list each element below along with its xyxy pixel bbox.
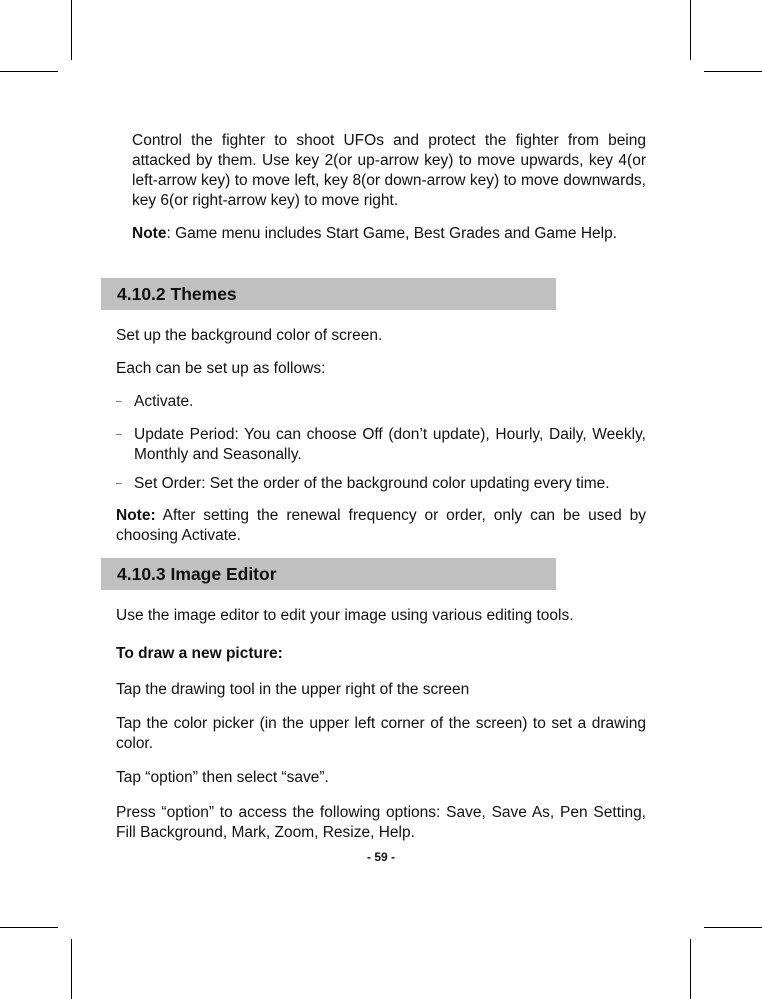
intro-paragraph: Control the fighter to shoot UFOs and protect the fighter from being attacked by them. Use key 2(or up-arrow key) to move upwards, key 4(or left-arrow key) to move left, key 8(or down-arrow key) to move downwards, key 6(or right-arrow key) to move right. xyxy=(132,132,646,209)
image-editor-step: Tap the drawing tool in the upper right of the screen xyxy=(116,681,470,698)
intro-note xyxy=(132,224,646,244)
image-editor-subheading: To draw a new picture: xyxy=(116,645,283,662)
themes-setup: Each can be set up as follows: xyxy=(116,360,326,377)
crop-mark-bottom-right-horizontal xyxy=(704,927,762,928)
section-heading-image-editor: 4.10.3 Image Editor xyxy=(101,558,556,590)
themes-intro: Set up the background color of screen. xyxy=(116,327,383,344)
image-editor-step: Tap the color picker (in the upper left corner of the screen) to set a drawing color. xyxy=(116,715,646,752)
themes-note xyxy=(116,506,646,546)
note-label: Note xyxy=(132,225,167,242)
crop-mark-bottom-left-horizontal xyxy=(0,927,58,928)
crop-mark-top-left-horizontal xyxy=(0,71,58,72)
crop-mark-bottom-right-vertical xyxy=(690,939,691,999)
image-editor-step: Tap “option” then select “save”. xyxy=(116,769,329,786)
bullet-dash: – xyxy=(116,478,122,489)
crop-mark-top-right-horizontal xyxy=(704,71,762,72)
crop-mark-top-right-vertical xyxy=(690,0,691,60)
page-number: - 59 - xyxy=(366,850,395,864)
note-text: After setting the renewal frequency or order, only can be used by choosing Activate. xyxy=(116,507,646,544)
note-label: Note: xyxy=(116,507,156,524)
bullet-dash: – xyxy=(116,429,122,440)
section-heading-themes: 4.10.2 Themes xyxy=(101,278,556,310)
crop-mark-top-left-vertical xyxy=(71,0,72,60)
image-editor-step: Press “option” to access the following options: Save, Save As, Pen Setting, Fill Background, Mark, Zoom, Resize, Help. xyxy=(116,804,646,841)
bullet-item: Activate. xyxy=(134,393,194,410)
image-editor-intro: Use the image editor to edit your image using various editing tools. xyxy=(116,607,574,624)
note-text: : Game menu includes Start Game, Best Grades and Game Help. xyxy=(166,225,618,242)
bullet-dash: – xyxy=(116,396,122,407)
crop-mark-bottom-left-vertical xyxy=(71,939,72,999)
bullet-item: Update Period: You can choose Off (don’t update), Hourly, Daily, Weekly, Monthly and Seasonally. xyxy=(134,426,646,463)
bullet-item: Set Order: Set the order of the background color updating every time. xyxy=(134,475,610,492)
